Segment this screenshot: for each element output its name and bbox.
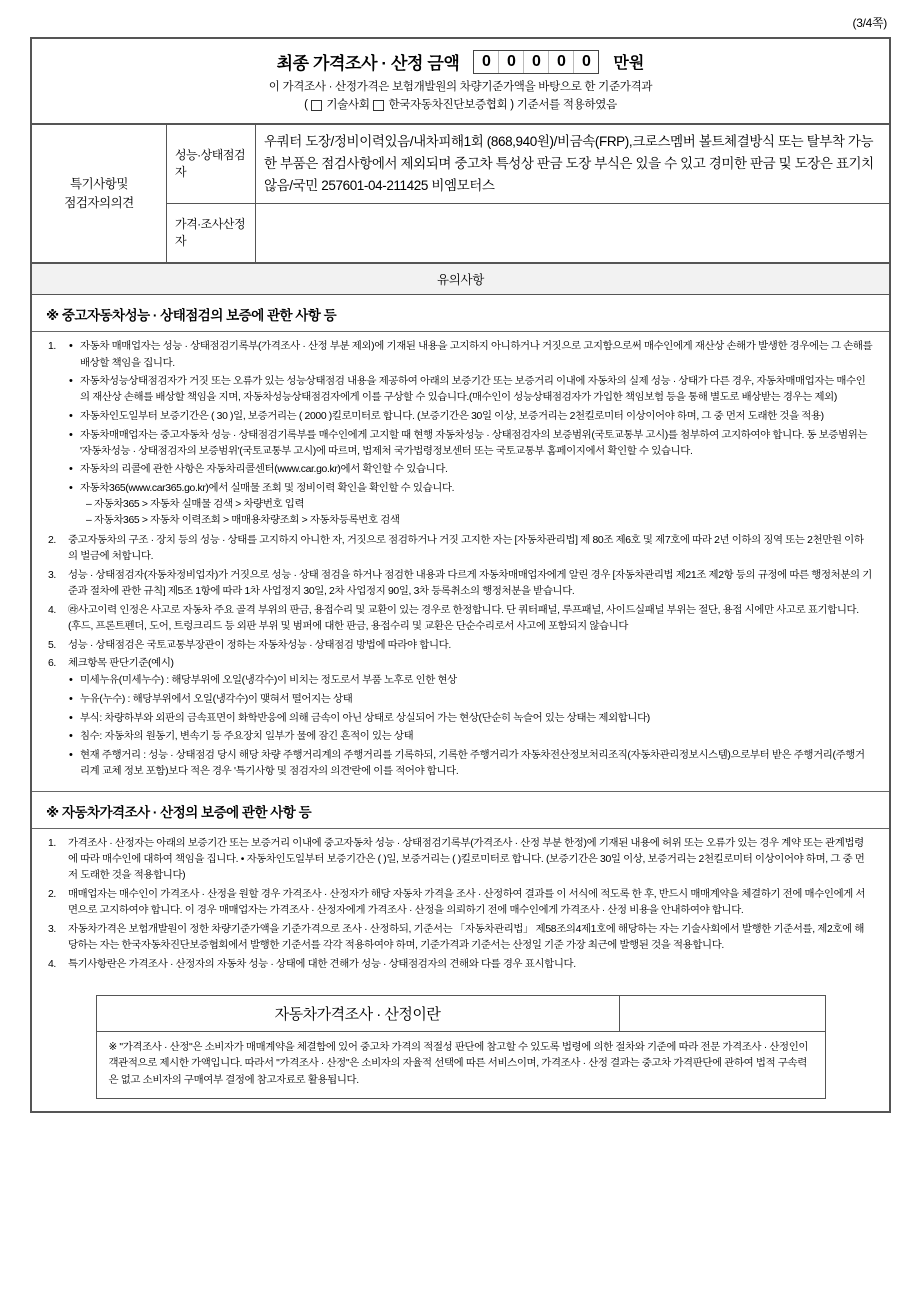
special-notes-label-line2: 점검자의의견 xyxy=(64,195,134,210)
list-item: • 자동차매매업자는 중고자동차 성능 · 상태점검기록부를 매수인에게 고지할 때 현행 자동차성능 · 상태점검자의 보증범위(국토교통부 고시)를 첨부하여 고지하여야 합니다. 동 보증범위는 '자동차성능 · 상태점검자의 보증범위'(국토교통부 고시)에 따르며, 법제처 국가법령정보센터 또는 국토교통부 홈페이지에서 확인할 수 있습니다. xyxy=(68,428,873,460)
list-item-text: 성능 · 상태점검자(자동차정비업자)가 거짓으로 성능 · 상태 점검을 하거나 점검한 내용과 다르게 자동차매매업자에게 알린 경우 [자동차관리법 제21조 제2항 등의 규정에 따른 행정처분의 기준과 절차에 관한 규칙] 제5조 1항에 따라 1차 사업정지 30일, 2차 사업정지 90일, 3차 등록취소의 행정처분을 받습니다. xyxy=(68,570,872,598)
sub-line: – 자동차365 > 자동차 이력조회 > 매매용차량조회 > 자동차등록번호 검색 xyxy=(86,515,400,527)
price-assessor-label: 가격·조사산정자 xyxy=(167,204,256,263)
item-number: 3. xyxy=(48,570,56,582)
option-label-2: 한국자동차진단보증협회 xyxy=(388,98,508,111)
list-item xyxy=(48,887,873,919)
list-item-text: 체크항목 판단기준(예시) xyxy=(68,658,174,670)
amount-digit-2: 0 xyxy=(499,51,524,73)
list-item xyxy=(48,836,873,884)
item-number: 4. xyxy=(48,604,56,616)
amount-subtext-1: 이 가격조사 · 산정가격은 보험개발원의 차량기준가액을 바탕으로 한 기준가격과 xyxy=(268,81,653,93)
list-item-text: 매매업자는 매수인이 가격조사 · 산정을 원할 경우 가격조사 · 산정자가 해당 자동차 가격을 조사 · 산정하여 결과를 이 서식에 적도록 한 후, 반드시 매매계약을 체결하기 전에 매수인에게 서면으로 고지하여야 합니다. 이 경우 매매업자는 가격조사 · 산정자에게 가격조사 · 산정을 의뢰하기 전에 매수인에게 가격조사 · 산정 비용을 안내하여야 합니다. xyxy=(68,888,866,917)
list-item-text: 특기사항란은 가격조사 · 산정자의 자동차 성능 · 상태에 대한 견해가 성능 · 상태점검자의 견해와 다를 경우 표시합니다. xyxy=(68,959,576,971)
amount-digit-4: 0 xyxy=(549,51,574,73)
list-item xyxy=(48,656,873,780)
item-number: 6. xyxy=(48,658,56,670)
amount-digit-1: 0 xyxy=(474,51,499,73)
item-number: 4. xyxy=(48,959,56,971)
inspector-label: 성능·상태점검자 xyxy=(167,124,256,204)
section1-numbered-list xyxy=(48,339,873,780)
inspector-opinion-content: 우쿼터 도장/정비이력있음/내차피해1회 (868,940원)/비금속(FRP),크로스멤버 볼트체결방식 또는 탈부착 가능한 부품은 점검사항에서 제외되며 중고차 특성상 판금 도장 부식은 있을 수 있고 경미한 판금 및 도장은 표기치 않음/국민 257601-04-211425 비엠모터스 xyxy=(256,124,890,204)
item-number: 3. xyxy=(48,924,56,936)
paren-open: ( xyxy=(304,98,308,111)
item-number: 2. xyxy=(48,535,56,547)
table-row xyxy=(32,124,889,204)
amount-digit-5: 0 xyxy=(581,52,591,70)
list-item: • 자동차성능상태점검자가 거짓 또는 오류가 있는 성능상태점검 내용을 제공하여 아래의 보증기간 또는 보증거리 이내에 자동차의 실제 성능 · 상태가 다른 경우, 자동차매매업자는 매수인의 재산상 손해를 배상할 책임을 지며, 자동차성능상태점검자에게 이를 구상할 수 있습니다.(매수인이 성능상태점검자가 가입한 책임보험 등을 통해 별도로 배상받는 경우는 제외) xyxy=(68,374,873,406)
list-item-text: 중고자동차의 구조 · 장치 등의 성능 · 상태를 고지하지 아니한 자, 거짓으로 점검하거나 거짓 고지한 자는 [자동차관리법] 제 80조 제6호 및 제7호에 따라 2년 이하의 징역 또는 2천만원 이하의 벌금에 처합니다. xyxy=(68,535,864,563)
check-criteria-list xyxy=(68,673,873,780)
list-item: • 누유(누수) : 해당부위에서 오일(냉각수)이 맺혀서 떨어지는 상태 xyxy=(68,692,873,708)
amount-digit-3: 0 xyxy=(524,51,549,73)
definition-wrapper xyxy=(32,985,889,1112)
section2-title: ※ 자동차가격조사 · 산정의 보증에 관한 사항 등 xyxy=(32,792,889,829)
section1-title: ※ 중고자동차성능 · 상태점검의 보증에 관한 사항 등 xyxy=(32,295,889,332)
list-item-text: 성능 · 상태점검은 국토교통부장관이 정하는 자동차성능 · 상태점검 방법에 따라야 합니다. xyxy=(68,639,451,651)
option-label-1: 기술사회 xyxy=(326,98,370,111)
special-notes-table xyxy=(32,124,889,264)
definition-title: 자동차가격조사 · 산정이란 xyxy=(97,996,620,1031)
list-item xyxy=(48,922,873,954)
sub-line: – 자동차365 > 자동차 실매물 검색 > 차량번호 입력 xyxy=(86,499,305,511)
amount-title: 최종 가격조사 · 산정 금액 xyxy=(276,54,460,73)
section2-numbered-list xyxy=(48,836,873,974)
list-item: • 부식: 차량하부와 외판의 금속표면이 화학반응에 의해 금속이 아닌 상태로 상실되어 가는 현상(단순히 녹슬어 있는 상태는 제외합니다) xyxy=(68,711,873,727)
list-item xyxy=(48,638,873,654)
list-item xyxy=(48,533,873,565)
special-notes-label xyxy=(32,124,167,263)
special-notes-label-line1: 특기사항및 xyxy=(70,176,128,191)
amount-title-row xyxy=(42,49,879,74)
list-item-text: 가격조사 · 산정자는 아래의 보증기간 또는 보증거리 이내에 중고자동차 성능 · 상태점검기록부(가격조사 · 산정 부분 한정)에 기재된 내용에 허위 또는 오류가 있는 경우 계약 또는 관계법령에 따라 매수인에 대하여 책임을 집니다. • 자동차인도일부터 보증기간은 ( )일, 보증거리는 ( )킬로미터로 합니다. (보증기간은 30일 이상, 보증거리는 2천킬로미터 이상이어야 하며, 그 중 먼저 도래한 것을 적용합니다) xyxy=(68,837,865,881)
definition-header xyxy=(97,996,825,1032)
list-item: • 자동차인도일부터 보증기간은 ( 30 )일, 보증거리는 ( 2000 )킬로미터로 합니다. (보증기간은 30일 이상, 보증거리는 2천킬로미터 이상이어야 하며, 그 중 먼저 도래한 것을 적용) xyxy=(68,409,873,425)
section1-body xyxy=(32,332,889,790)
list-item: • 현재 주행거리 : 성능 · 상태점검 당시 해당 차량 주행거리계의 주행거리를 기록하되, 기록한 주행거리가 자동차전산정보처리조직(자동차관리정보시스템)으로부터 받은 주행거리(주행거리계 교체 정보 포함)보다 적은 경우 '특기사항 및 점검자의 의견'란에 이를 적어야 합니다. xyxy=(68,748,873,780)
document-frame xyxy=(30,37,891,1113)
list-item xyxy=(68,481,873,529)
item-number: 5. xyxy=(48,639,56,651)
list-item-text: • 자동차365(www.car365.go.kr)에서 실매물 조회 및 정비이력 확인을 확인할 수 있습니다. xyxy=(80,482,455,494)
list-item xyxy=(48,339,873,529)
item-number: 1. xyxy=(48,837,56,849)
item-number: 2. xyxy=(48,888,56,900)
list-item: • 자동차 매매업자는 성능 · 상태점검기록부(가격조사 · 산정 부분 제외)에 기재된 내용을 고지하지 아니하거나 거짓으로 고지함으로써 매수인에게 재산상 손해가 발생한 경우에는 그 손해를 배상할 책임을 집니다. xyxy=(68,339,873,371)
checkbox-icon-gisulsahoe[interactable] xyxy=(311,100,322,111)
price-assessor-opinion-content xyxy=(256,204,890,263)
list-item xyxy=(48,568,873,600)
amount-digits xyxy=(473,50,599,74)
list-item xyxy=(48,603,873,635)
item-number: 1. xyxy=(48,341,56,353)
final-amount-block xyxy=(32,39,889,124)
checkbox-icon-kaba[interactable] xyxy=(373,100,384,111)
definition-header-blank xyxy=(620,996,825,1031)
section1-item1-bullets xyxy=(68,339,873,529)
definition-box xyxy=(96,995,826,1100)
page-number: (3/4쪽) xyxy=(852,16,887,30)
list-item: • 자동차의 리콜에 관한 사항은 자동차리콜센터(www.car.go.kr)에서 확인할 수 있습니다. xyxy=(68,462,873,478)
amount-unit: 만원 xyxy=(613,55,645,72)
section2-body xyxy=(32,829,889,985)
definition-text: ※ "가격조사 · 산정"은 소비자가 매매계약을 체결함에 있어 중고차 가격의 적절성 판단에 참고할 수 있도록 법령에 의한 절차와 기준에 따라 전문 가격조사 · 산정인이 객관적으로 제시한 가액입니다. 따라서 "가격조사 · 산정"은 소비자의 자율적 선택에 따른 서비스이며, 가격조사 · 산정 결과는 중고차 가격판단에 관하여 법적 구속력은 없고 소비자의 구매여부 결정에 참고자료로 활용됩니다. xyxy=(108,1041,809,1086)
paren-close-text: ) 기준서를 적용하였음 xyxy=(510,98,617,111)
list-item: • 침수: 자동차의 원동기, 변속기 등 주요장치 일부가 물에 잠긴 흔적이 있는 상태 xyxy=(68,729,873,745)
amount-subtext-2 xyxy=(42,97,879,115)
list-item-text: 자동차가격은 보험개발원이 정한 차량기준가액을 기준가격으로 조사 · 산정하되, 기준서는 「자동차관리법」 제58조의4제1호에 해당하는 자는 기술사회에서 발행한 기준서를, 제2호에 해당하는 자는 한국자동차진단보증협회에서 발행한 기준서를 각각 적용하여야 하며, 기준가격과 기준서는 산정일 기준 가장 최근에 발행된 것을 적용합니다. xyxy=(68,924,865,952)
notice-header: 유의사항 xyxy=(32,263,889,295)
list-item: • 미세누유(미세누수) : 해당부위에 오일(냉각수)이 비치는 정도로서 부품 노후로 인한 현상 xyxy=(68,673,873,689)
list-item-text: ㉱사고이력 인정은 사고로 자동차 주요 골격 부위의 판금, 용접수리 및 교환이 있는 경우로 한정합니다. 단 쿼터패널, 루프패널, 사이드실패널 부위는 절단, 용접 시에만 사고로 표기합니다. (후드, 프론트펜더, 도어, 트렁크리드 등 외판 부위 및 범퍼에 대한 판금, 용접수리 및 교환은 단순수리로서 사고에 포함되지 않습니다 xyxy=(68,604,859,632)
list-item xyxy=(48,957,873,973)
